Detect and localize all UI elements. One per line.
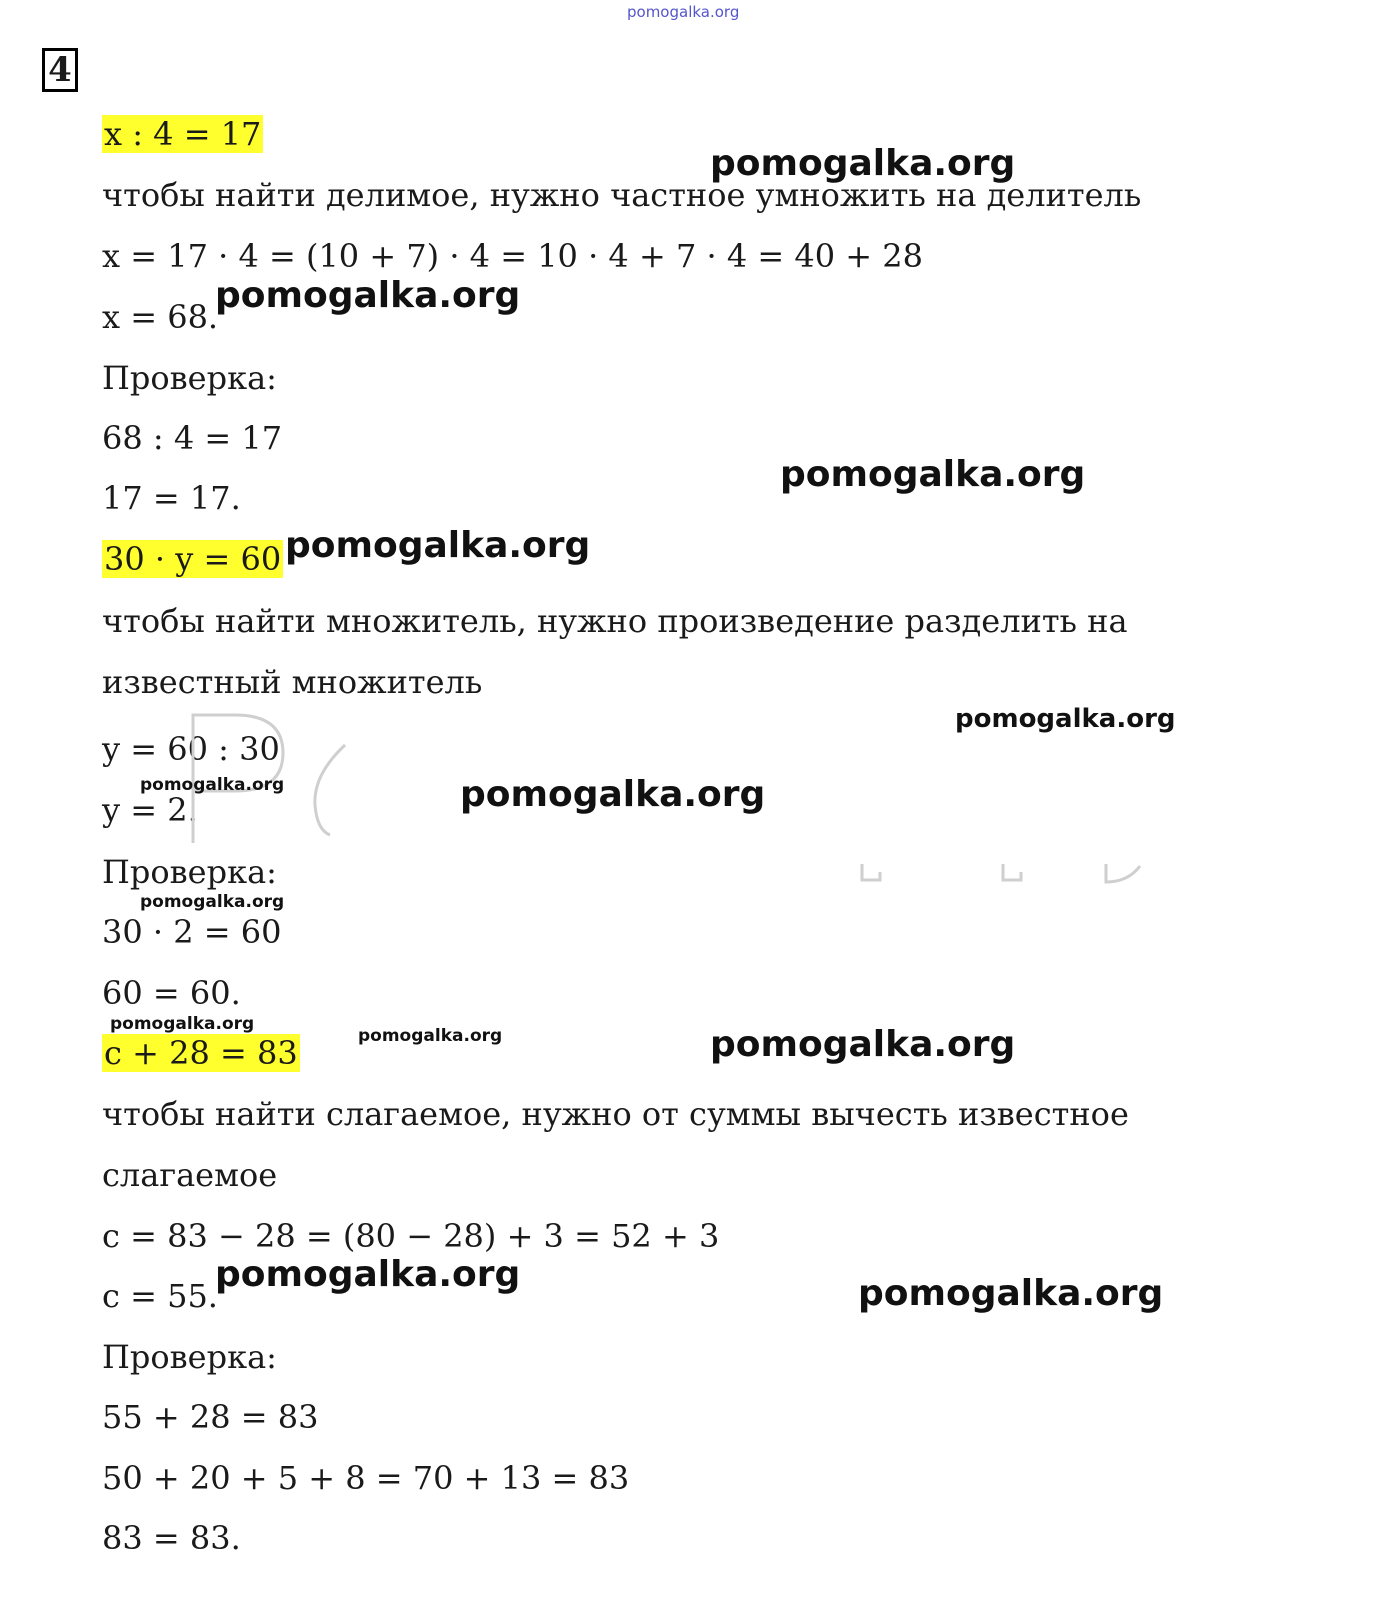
check-1-label: Проверка: [102, 359, 277, 397]
rule-3-line-2: слагаемое [102, 1156, 278, 1194]
check-3-detail: 50 + 20 + 5 + 8 = 70 + 13 = 83 [102, 1459, 630, 1497]
check-1-result: 17 = 17. [102, 479, 241, 517]
equation-1-highlight: x : 4 = 17 [104, 115, 262, 153]
solution-3-step: c = 83 − 28 = (80 − 28) + 3 = 52 + 3 [102, 1217, 720, 1255]
watermark: pomogalka.org [285, 525, 591, 566]
check-2-result: 60 = 60. [102, 974, 241, 1012]
solution-1-answer: x = 68. [102, 298, 219, 336]
solution-3-answer: c = 55. [102, 1277, 218, 1315]
watermark: pomogalka.org [215, 275, 521, 316]
watermark: pomogalka.org [710, 143, 1016, 184]
top-watermark: pomogalka.org [627, 3, 740, 21]
check-2-step: 30 · 2 = 60 [102, 913, 282, 951]
check-3-label: Проверка: [102, 1338, 277, 1376]
watermark: pomogalka.org [460, 774, 766, 815]
watermark: pomogalka.org [858, 1273, 1164, 1314]
solution-2-step: y = 60 : 30 [102, 730, 280, 768]
watermark: pomogalka.org [110, 1014, 255, 1034]
equation-3 [102, 1031, 300, 1075]
rule-2-line-2: известный множитель [102, 663, 483, 701]
check-3-result: 83 = 83. [102, 1519, 241, 1557]
watermark: pomogalka.org [955, 704, 1176, 734]
watermark: pomogalka.org [358, 1026, 503, 1046]
watermark: pomogalka.org [215, 1254, 521, 1295]
equation-3-highlight: c + 28 = 83 [104, 1034, 298, 1072]
equation-1 [102, 112, 263, 156]
rule-1: чтобы найти делимое, нужно частное умножить на делитель [102, 176, 1142, 214]
watermark: pomogalka.org [140, 775, 285, 795]
equation-2 [102, 537, 283, 581]
equation-2-highlight: 30 · y = 60 [104, 540, 282, 578]
watermark: pomogalka.org [780, 454, 1086, 495]
rule-3-line-1: чтобы найти слагаемое, нужно от суммы вычесть известное [102, 1095, 1129, 1133]
faint-marks [858, 862, 1148, 886]
watermark: pomogalka.org [140, 892, 285, 912]
check-3-step: 55 + 28 = 83 [102, 1398, 319, 1436]
check-1-step: 68 : 4 = 17 [102, 419, 283, 457]
solution-1-step: x = 17 · 4 = (10 + 7) · 4 = 10 · 4 + 7 · 4 = 40 + 28 [102, 237, 923, 275]
check-2-label: Проверка: [102, 853, 277, 891]
solution-2-answer: y = 2. [102, 791, 198, 829]
task-number-box: 4 [42, 48, 78, 92]
watermark: pomogalka.org [710, 1024, 1016, 1065]
rule-2-line-1: чтобы найти множитель, нужно произведение разделить на [102, 602, 1128, 640]
